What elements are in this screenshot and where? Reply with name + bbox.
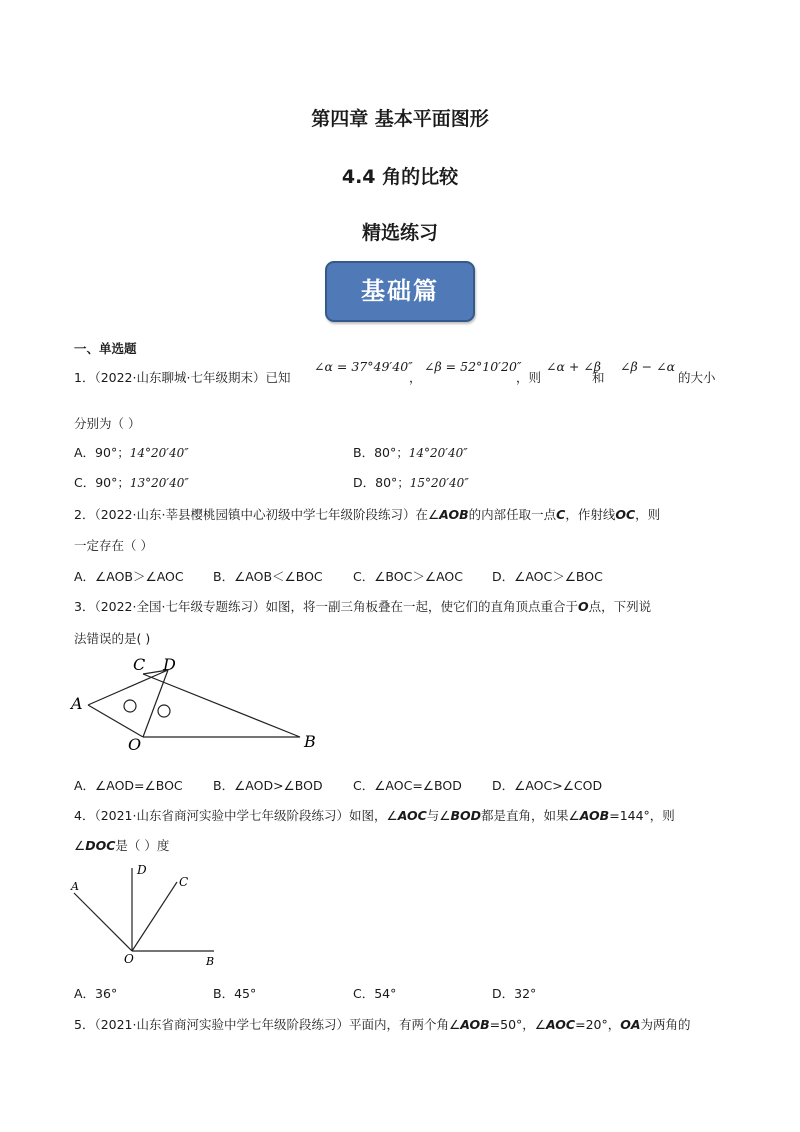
q3-line2: 法错误的是( )	[74, 631, 151, 646]
q4-label-d: D	[137, 863, 147, 877]
q2-option-c[interactable]: C．∠BOC＞∠AOC	[353, 569, 463, 584]
q3-hole-right	[158, 705, 170, 717]
q3-label-a: A	[71, 694, 83, 713]
q2-option-b[interactable]: B．∠AOB＜∠BOC	[213, 569, 323, 584]
section-title: 4.4 角的比较	[341, 166, 459, 188]
q1-option-d[interactable]: D．80°；15°20′40″	[353, 475, 469, 490]
q1-tail: 的大小	[678, 370, 716, 385]
q4-label-c: C	[179, 875, 189, 889]
q1-math-alpha: ∠α = 37°49′40″	[314, 359, 413, 374]
q3-option-c[interactable]: C．∠AOC=∠BOD	[353, 778, 462, 793]
q3-triangle-figure	[68, 652, 316, 757]
q2-line2: 一定存在（ ）	[74, 538, 153, 553]
q3-option-a[interactable]: A．∠AOD=∠BOC	[74, 778, 183, 793]
q2-option-a[interactable]: A．∠AOB＞∠AOC	[74, 569, 184, 584]
q2-option-d[interactable]: D．∠AOC＞∠BOC	[492, 569, 603, 584]
section-heading: 一、单选题	[74, 341, 137, 356]
q1-line2: 分别为（ ）	[74, 416, 141, 431]
q3-label-c: C	[133, 655, 146, 674]
q1-math-diff: ∠β − ∠α	[620, 359, 676, 374]
q4-label-o: O	[124, 952, 134, 966]
q3-option-b[interactable]: B．∠AOD>∠BOD	[213, 778, 323, 793]
q4-ray-oc	[132, 882, 177, 951]
q4-angle-figure	[66, 856, 226, 968]
q1-source: （2022·山东聊城·七年级期末）已知	[94, 370, 291, 385]
q1-number: 1．	[74, 370, 95, 385]
q1-comma2: ，则	[516, 370, 542, 385]
exercise-subtitle: 精选练习	[361, 222, 438, 244]
q3-label-o: O	[128, 735, 142, 754]
q4-ray-oa	[74, 893, 132, 951]
q4-label-b: B	[206, 955, 215, 968]
q3-line-od	[143, 670, 168, 737]
q1-math-beta: ∠β = 52°10′20″	[424, 359, 522, 374]
q4-line2: ∠DOC是（ ）度	[74, 838, 170, 853]
q3-label-d: D	[163, 655, 176, 674]
q3-hole-left	[124, 700, 136, 712]
q4-label-a: A	[71, 880, 79, 893]
q1-line1	[74, 368, 290, 386]
q1-math-sum: ∠α + ∠β	[546, 359, 602, 374]
q2-line1: 2．（2022·山东·莘县樱桃园镇中心初级中学七年级阶段练习）在∠AOB的内部任取一点C，作射线OC，则	[74, 507, 661, 522]
q1-and: 和	[592, 370, 605, 385]
q4-line1: 4．（2021·山东省商河实验中学七年级阶段练习）如图，∠AOC与∠BOD都是直角，如果∠AOB=144°，则	[74, 808, 675, 823]
q1-option-b[interactable]: B．80°；14°20′40″	[353, 445, 468, 460]
q4-option-a[interactable]: A．36°	[74, 986, 118, 1001]
q3-line1: 3．（2022·全国·七年级专题练习）如图，将一副三角板叠在一起，使它们的直角顶点重合于O点，下列说	[74, 599, 652, 614]
level-badge: 基础篇	[325, 261, 475, 322]
q4-option-b[interactable]: B．45°	[213, 986, 257, 1001]
chapter-title: 第四章 基本平面图形	[311, 108, 489, 130]
q3-label-b: B	[304, 732, 316, 751]
q4-option-d[interactable]: D．32°	[492, 986, 537, 1001]
q1-option-c[interactable]: C．90°；13°20′40″	[74, 475, 189, 490]
q1-option-a[interactable]: A．90°；14°20′40″	[74, 445, 189, 460]
q3-option-d[interactable]: D．∠AOC>∠COD	[492, 778, 603, 793]
q1-comma1: ，	[409, 370, 422, 385]
q5-line1: 5．（2021·山东省商河实验中学七年级阶段练习）平面内，有两个角∠AOB=50°，∠AOC=20°，OA为两角的	[74, 1017, 691, 1032]
q4-option-c[interactable]: C．54°	[353, 986, 397, 1001]
